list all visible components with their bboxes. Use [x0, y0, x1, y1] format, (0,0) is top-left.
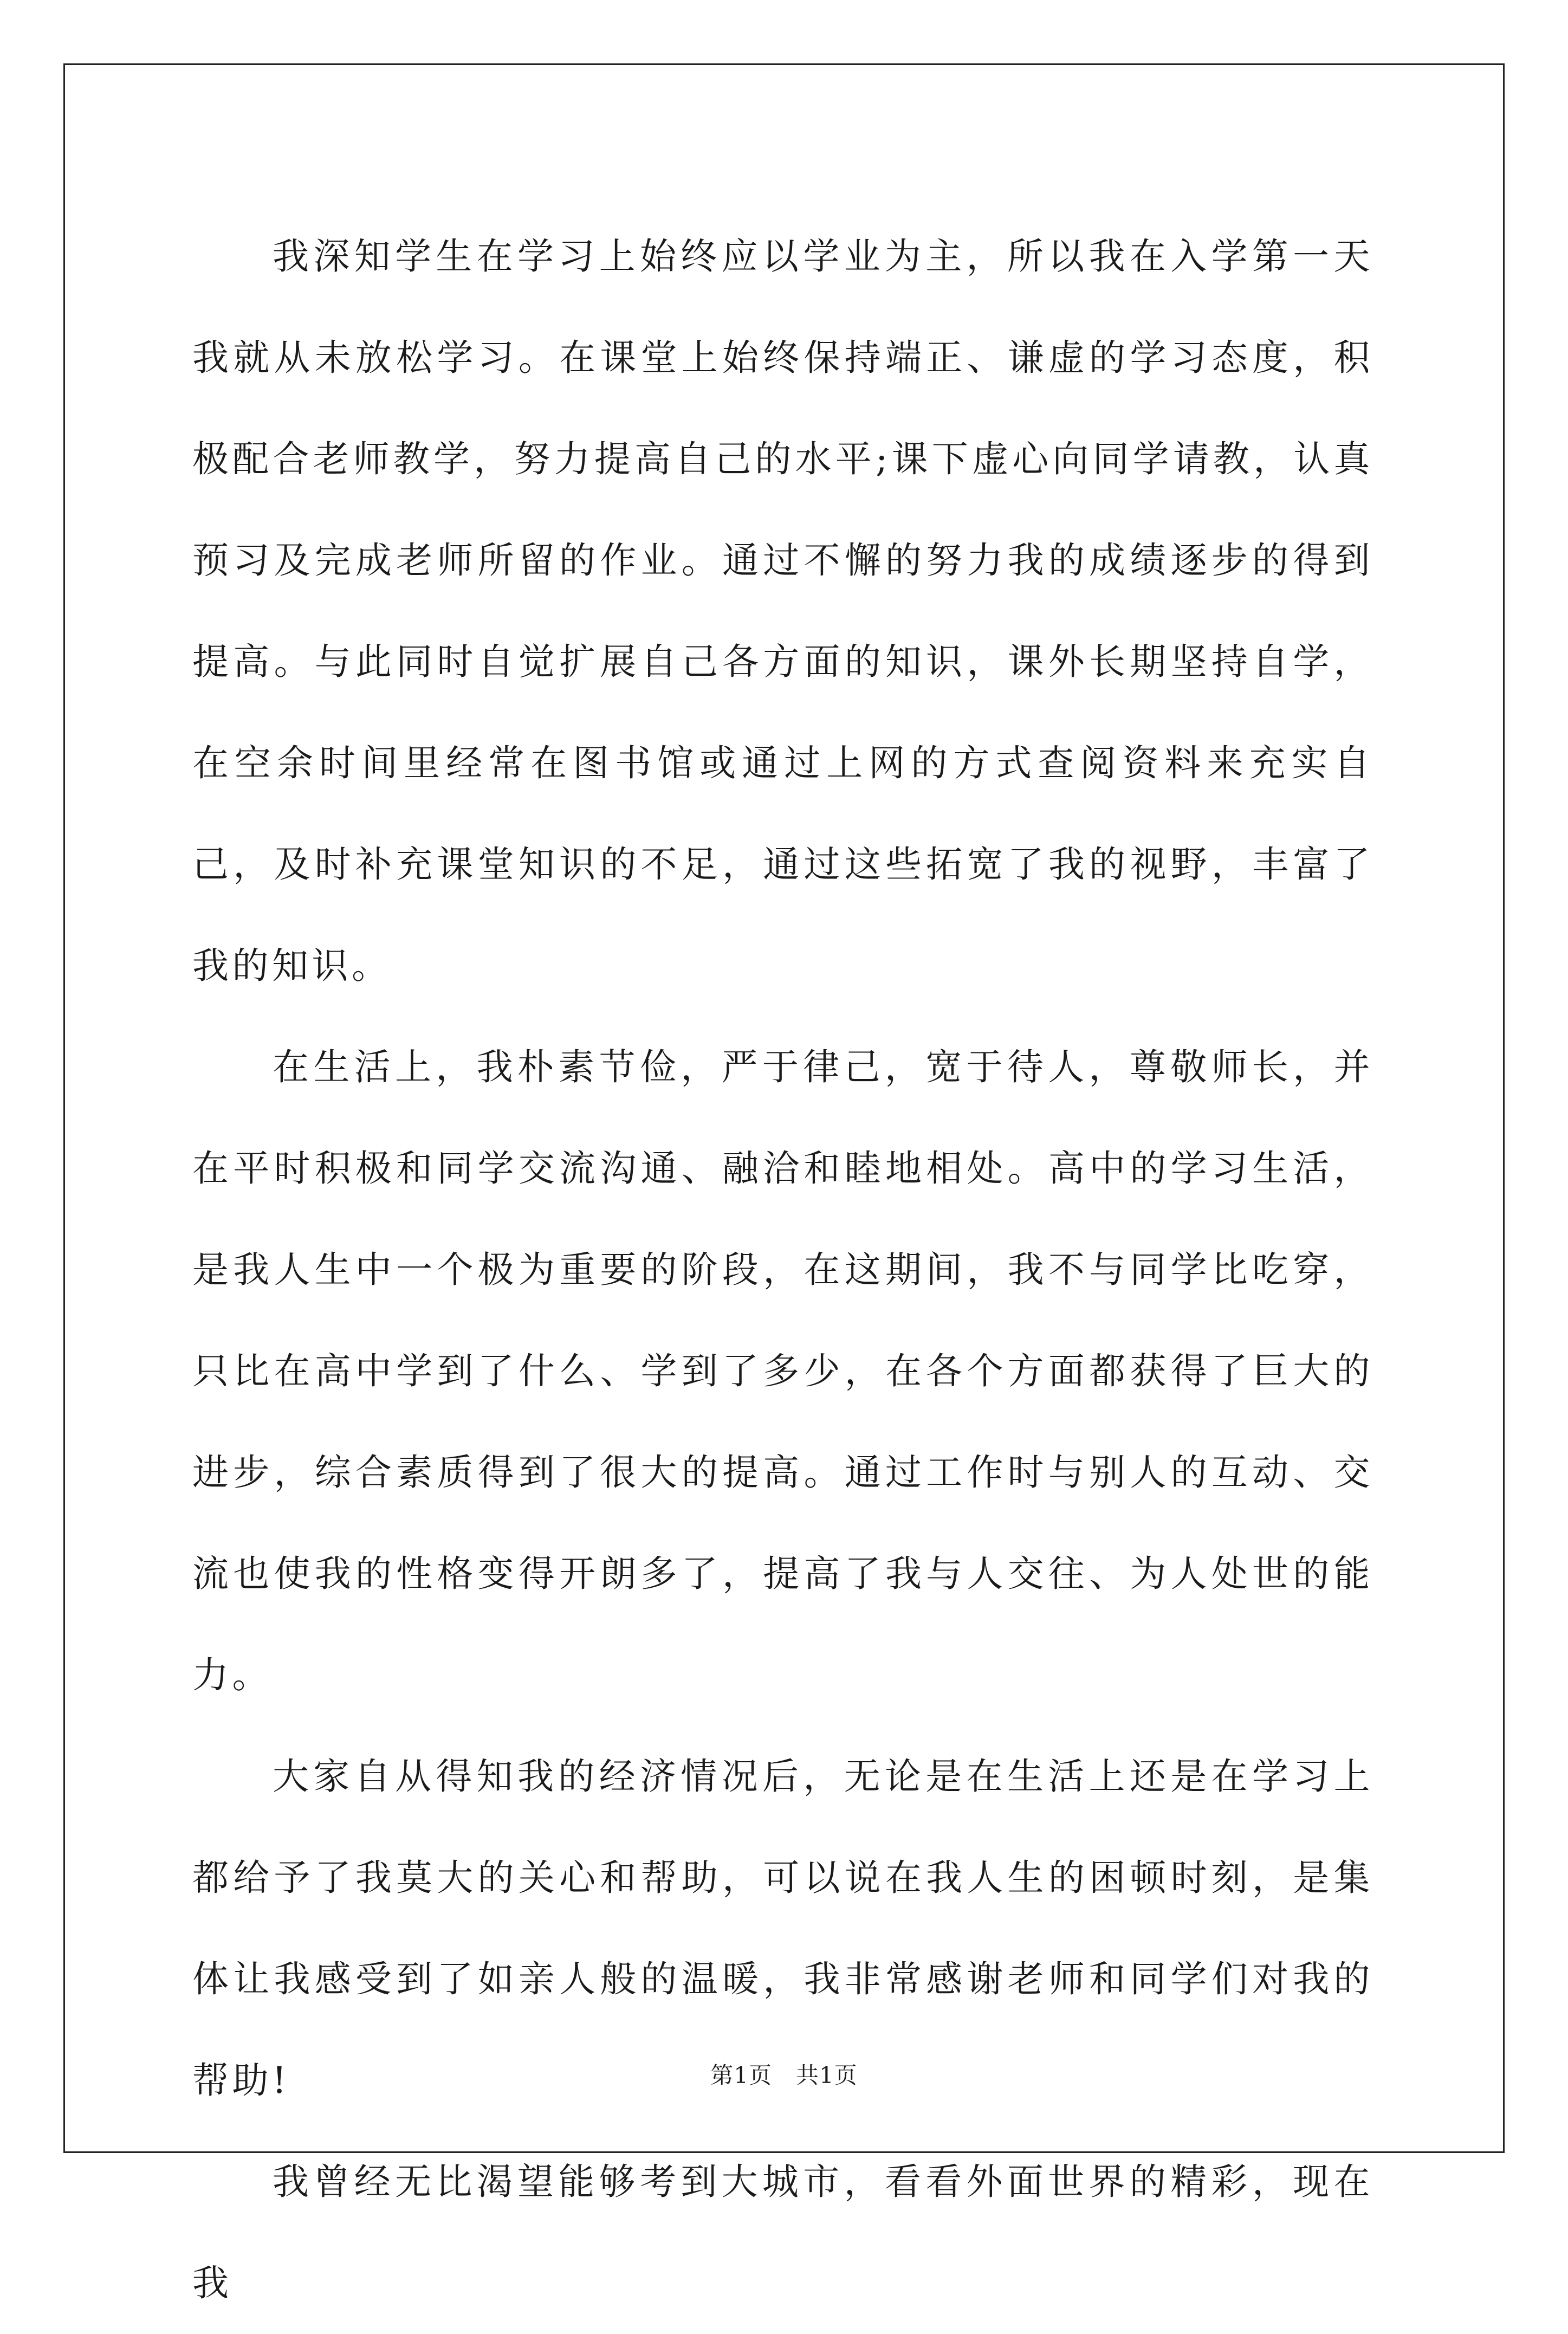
- paragraph-study: 我深知学生在学习上始终应以学业为主，所以我在入学第一天我就从未放松学习。在课堂上始终保持端正、谦虚的学习态度，积极配合老师教学，努力提高自己的水平;课下虚心向同学请教，认真预习及完成老师所留的作业。通过不懈的努力我的成绩逐步的得到提高。与此同时自觉扩展自己各方面的知识，课外长期坚持自学，在空余时间里经常在图书馆或通过上网的方式查阅资料来充实自己，及时补充课堂知识的不足，通过这些拓宽了我的视野，丰富了我的知识。: [192, 235, 1373, 987]
- page-number: 第1页: [710, 2062, 772, 2089]
- paragraph-aspiration: 我曾经无比渴望能够考到大城市，看看外面世界的精彩，现在我: [192, 2161, 1373, 2304]
- page-total: 共1页: [796, 2062, 858, 2089]
- paragraph-gratitude: 大家自从得知我的经济情况后，无论是在生活上还是在学习上都给予了我莫大的关心和帮助，可以说在我人生的困顿时刻，是集体让我感受到了如亲人般的温暖，我非常感谢老师和同学们对我的帮助!: [192, 1755, 1373, 2102]
- document-body: [192, 206, 1373, 2334]
- page-footer: [0, 2059, 1568, 2092]
- paragraph-life: 在生活上，我朴素节俭，严于律己，宽于待人，尊敬师长，并在平时积极和同学交流沟通、融洽和睦地相处。高中的学习生活，是我人生中一个极为重要的阶段，在这期间，我不与同学比吃穿，只比在高中学到了什么、学到了多少，在各个方面都获得了巨大的进步，综合素质得到了很大的提高。通过工作时与别人的互动、交流也使我的性格变得开朗多了，提高了我与人交往、为人处世的能力。: [192, 1046, 1373, 1696]
